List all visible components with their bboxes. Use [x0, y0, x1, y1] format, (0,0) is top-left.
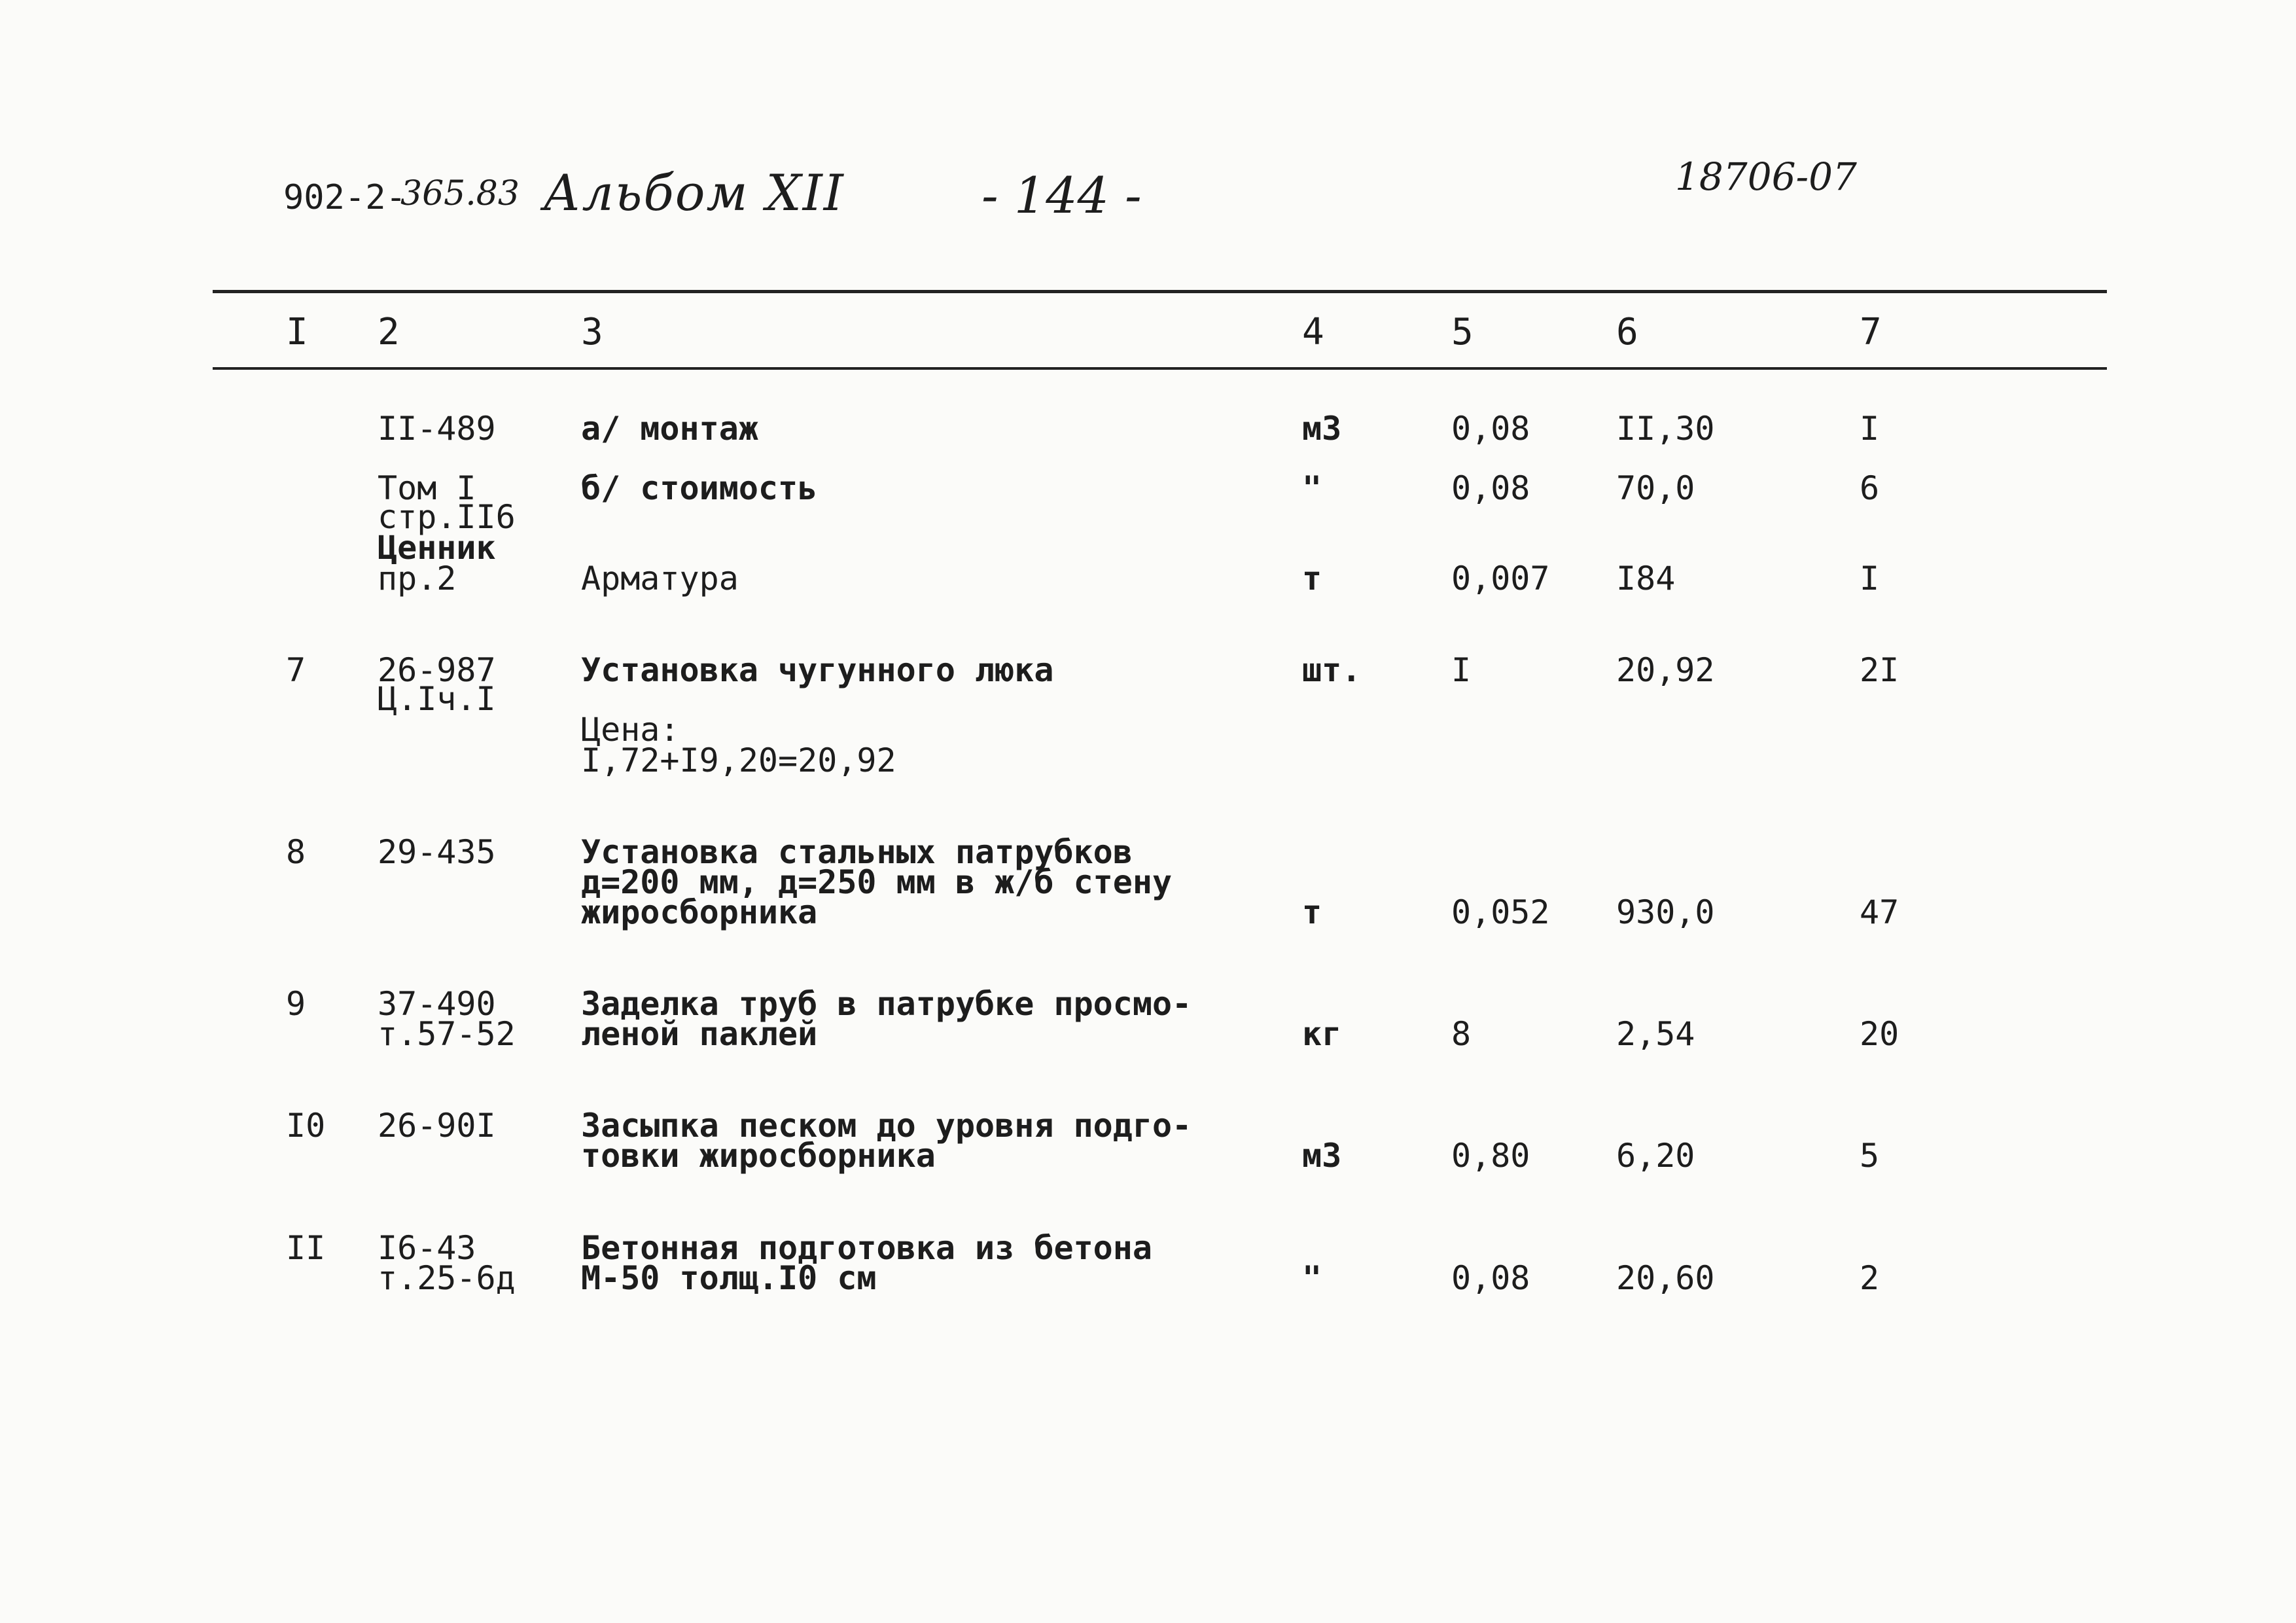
- column-number-2: 2: [378, 311, 400, 353]
- item-number: 7: [286, 651, 306, 689]
- header-rule: [213, 367, 2107, 370]
- price-cell: 6,20: [1616, 1137, 1695, 1175]
- code-line: II-489: [378, 410, 496, 448]
- price-note-line: Цена:: [581, 711, 680, 749]
- item-number: II: [286, 1229, 326, 1267]
- unit-cell: шт.: [1302, 651, 1362, 689]
- price-cell: I84: [1616, 560, 1676, 597]
- page-number: - 144 -: [981, 166, 1142, 224]
- description-line: д=200 мм, д=250 мм в ж/б стену: [581, 863, 1173, 901]
- item-number: 9: [286, 985, 306, 1023]
- column-number-5: 5: [1451, 311, 1474, 353]
- description-line: Бетонная подготовка из бетона: [581, 1229, 1152, 1267]
- total-cell: 6: [1860, 469, 1880, 507]
- quantity-cell: 0,08: [1451, 1259, 1530, 1297]
- description-line: Установка стальных патрубков: [581, 833, 1133, 871]
- code-line: т.25-6д: [378, 1259, 516, 1297]
- unit-cell: м3: [1302, 410, 1342, 448]
- code-line: Том I: [378, 469, 476, 507]
- code-line: 26-987: [378, 651, 496, 689]
- unit-cell: м3: [1302, 1137, 1342, 1175]
- description-line: Заделка труб в патрубке просмо-: [581, 985, 1192, 1023]
- code-line: пр.2: [378, 560, 457, 597]
- total-cell: 5: [1860, 1137, 1880, 1175]
- column-number-6: 6: [1616, 311, 1638, 353]
- code-line: 26-90I: [378, 1107, 496, 1145]
- unit-cell: ": [1302, 469, 1322, 507]
- total-cell: I: [1860, 410, 1880, 448]
- project-code-typed: 902-2-: [283, 178, 406, 217]
- quantity-cell: I: [1451, 651, 1472, 689]
- album-label: Альбом XII: [543, 164, 845, 222]
- top-rule: [213, 290, 2107, 293]
- unit-cell: т: [1302, 560, 1322, 597]
- description-line: жиросборника: [581, 893, 818, 931]
- quantity-cell: 0,08: [1451, 469, 1530, 507]
- total-cell: 2I: [1860, 651, 1899, 689]
- price-cell: 70,0: [1616, 469, 1695, 507]
- quantity-cell: 8: [1451, 1015, 1472, 1053]
- description-line: леной паклей: [581, 1015, 818, 1053]
- quantity-cell: 0,007: [1451, 560, 1550, 597]
- code-line: I6-43: [378, 1229, 476, 1267]
- quantity-cell: 0,052: [1451, 893, 1550, 931]
- code-line: 37-490: [378, 985, 496, 1023]
- description-line: Установка чугунного люка: [581, 651, 1054, 689]
- code-line: т.57-52: [378, 1015, 516, 1053]
- description-line: Засыпка песком до уровня подго-: [581, 1107, 1192, 1145]
- price-cell: II,30: [1616, 410, 1715, 448]
- description-line: а/ монтаж: [581, 410, 758, 448]
- quantity-cell: 0,08: [1451, 410, 1530, 448]
- quantity-cell: 0,80: [1451, 1137, 1530, 1175]
- column-number-3: 3: [581, 311, 603, 353]
- total-cell: 47: [1860, 893, 1899, 931]
- price-note-line: I,72+I9,20=20,92: [581, 741, 896, 779]
- project-code-handwritten: 365.83: [400, 174, 520, 213]
- column-number-4: 4: [1302, 311, 1324, 353]
- code-line: Ценник: [378, 529, 496, 567]
- total-cell: I: [1860, 560, 1880, 597]
- column-number-1: I: [286, 311, 308, 353]
- total-cell: 20: [1860, 1015, 1899, 1053]
- code-line: стр.II6: [378, 498, 516, 536]
- description-line: Арматура: [581, 560, 739, 597]
- document-number: 18706-07: [1675, 154, 1857, 199]
- unit-cell: т: [1302, 893, 1322, 931]
- item-number: 8: [286, 833, 306, 871]
- description-line: б/ стоимость: [581, 469, 818, 507]
- description-line: М-50 толщ.I0 см: [581, 1259, 877, 1297]
- price-cell: 930,0: [1616, 893, 1715, 931]
- code-line: Ц.Iч.I: [378, 680, 496, 718]
- code-line: 29-435: [378, 833, 496, 871]
- price-cell: 20,60: [1616, 1259, 1715, 1297]
- price-cell: 20,92: [1616, 651, 1715, 689]
- description-line: товки жиросборника: [581, 1137, 936, 1175]
- unit-cell: кг: [1302, 1015, 1342, 1053]
- item-number: I0: [286, 1107, 326, 1145]
- total-cell: 2: [1860, 1259, 1880, 1297]
- unit-cell: ": [1302, 1259, 1322, 1297]
- column-number-7: 7: [1860, 311, 1882, 353]
- price-cell: 2,54: [1616, 1015, 1695, 1053]
